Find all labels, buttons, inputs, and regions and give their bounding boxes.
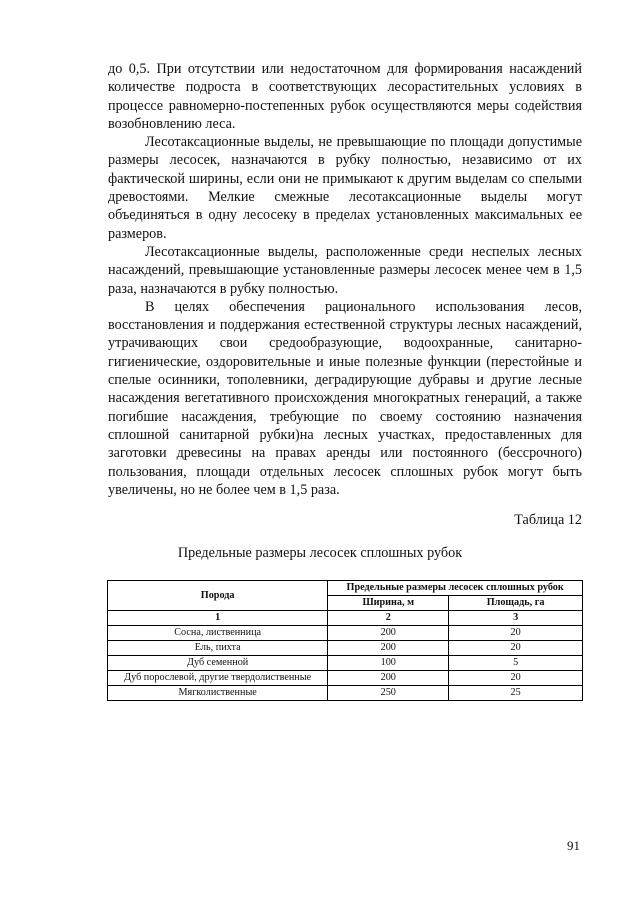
paragraph-3: Лесотаксационные выделы, расположенные среди неспелых лесных насаждений, превышающие установленные размеры лесосек менее чем в 1,5 раза, назначаются в рубку полностью. [108, 243, 582, 297]
column-number: 1 [108, 611, 328, 626]
body-text [108, 60, 582, 499]
column-number: 3 [449, 611, 583, 626]
data-table [107, 580, 583, 701]
table-row [108, 671, 583, 686]
cell-area: 25 [449, 686, 583, 701]
cell-width: 200 [328, 641, 449, 656]
cell-width: 100 [328, 656, 449, 671]
table-row [108, 686, 583, 701]
header-poroda: Порода [108, 581, 328, 611]
column-number: 2 [328, 611, 449, 626]
page-number: 91 [567, 838, 580, 853]
cell-poroda: Дуб семенной [108, 656, 328, 671]
cell-poroda: Дуб порослевой, другие твердолиственные [108, 671, 328, 686]
cell-poroda: Ель, пихта [108, 641, 328, 656]
cell-width: 200 [328, 626, 449, 641]
table-row [108, 641, 583, 656]
table-title: Предельные размеры лесосек сплошных рубок [177, 545, 463, 561]
table-header-row [108, 581, 583, 596]
header-width: Ширина, м [328, 596, 449, 611]
cell-poroda: Мягколиственные [108, 686, 328, 701]
cell-area: 5 [449, 656, 583, 671]
paragraph-1: до 0,5. При отсутствии или недостаточном для формирования насаждений количестве подроста в соответствующих лесорастительных условиях в процессе равномерно-постепенных рубок осуществляются меры содействия возобновлению леса. [108, 61, 582, 132]
header-area: Площадь, га [449, 596, 583, 611]
paragraph-4: В целях обеспечения рационального использования лесов, восстановления и поддержания естественной структуры лесных насаждений, утрачивающих свои средообразующие, водоохранные, санитарно-гигиенические, оздоровительные и иные полезные функции (перестойные и спелые осинники, тополевники, деградирующие дубравы и другие лесные насаждения вегетативного происхождения многократных генераций, а также погибшие насаждения, требующие по своему состоянию назначения сплошной санитарной рубки)на лесных участках, предоставленных для заготовки древесины на правах аренды или постоянного (бессрочного) пользования, площади отдельных лесосек сплошных рубок могут быть увеличены, но не более чем в 1,5 раза. [108, 298, 582, 498]
cell-area: 20 [449, 671, 583, 686]
cell-width: 250 [328, 686, 449, 701]
header-group: Предельные размеры лесосек сплошных рубок [328, 581, 583, 596]
cell-poroda: Сосна, лиственница [108, 626, 328, 641]
table-row [108, 626, 583, 641]
cell-area: 20 [449, 641, 583, 656]
paragraph-2: Лесотаксационные выделы, не превышающие по площади допустимые размеры лесосек, назначаются в рубку полностью, независимо от их фактической ширины, если они не примыкают к другим выделам со спелыми древостоями. Мелкие смежные лесотаксационные выделы могут объединяться в одну лесосеку в пределах установленных максимальных ее размеров. [108, 134, 582, 242]
cell-width: 200 [328, 671, 449, 686]
table-column-numbers [108, 611, 583, 626]
table-label: Таблица 12 [514, 512, 582, 528]
table-row [108, 656, 583, 671]
cell-area: 20 [449, 626, 583, 641]
